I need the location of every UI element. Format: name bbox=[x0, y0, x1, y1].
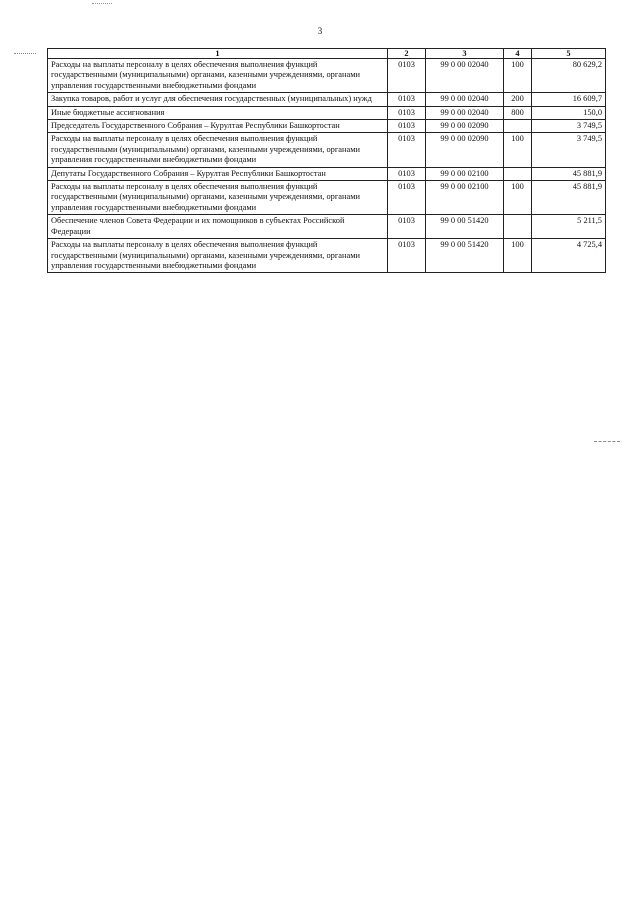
row-name: Расходы на выплаты персоналу в целях обеспечения выполнения функций государственными (муниципальными) органами, казенными учреждениями, органами управления государственными внебюджетными фондами bbox=[48, 181, 388, 215]
row-amount: 3 749,5 bbox=[532, 120, 606, 133]
column-header-section: 2 bbox=[388, 49, 426, 59]
row-section: 0103 bbox=[388, 215, 426, 239]
row-expense-type bbox=[504, 167, 532, 180]
column-header-article: 3 bbox=[426, 49, 504, 59]
row-expense-type: 200 bbox=[504, 93, 532, 106]
table-row bbox=[48, 215, 606, 239]
row-amount: 5 211,5 bbox=[532, 215, 606, 239]
table-row bbox=[48, 133, 606, 167]
row-article: 99 0 00 02040 bbox=[426, 106, 504, 119]
row-section: 0103 bbox=[388, 93, 426, 106]
row-name: Закупка товаров, работ и услуг для обеспечения государственных (муниципальных) нужд bbox=[48, 93, 388, 106]
row-article: 99 0 00 02040 bbox=[426, 59, 504, 93]
row-section: 0103 bbox=[388, 106, 426, 119]
table-header-row bbox=[48, 49, 606, 59]
row-amount: 45 881,9 bbox=[532, 167, 606, 180]
margin-mark bbox=[14, 53, 36, 55]
row-expense-type: 100 bbox=[504, 133, 532, 167]
budget-table bbox=[47, 48, 606, 273]
row-section: 0103 bbox=[388, 120, 426, 133]
column-header-type: 4 bbox=[504, 49, 532, 59]
table-row bbox=[48, 93, 606, 106]
row-article: 99 0 00 51420 bbox=[426, 239, 504, 273]
row-name: Иные бюджетные ассигнования bbox=[48, 106, 388, 119]
scan-artifact bbox=[92, 3, 112, 5]
table-row bbox=[48, 167, 606, 180]
row-article: 99 0 00 02090 bbox=[426, 120, 504, 133]
row-section: 0103 bbox=[388, 181, 426, 215]
row-expense-type: 100 bbox=[504, 59, 532, 93]
row-section: 0103 bbox=[388, 133, 426, 167]
row-article: 99 0 00 02040 bbox=[426, 93, 504, 106]
row-name: Председатель Государственного Собрания – Курултая Республики Башкортостан bbox=[48, 120, 388, 133]
row-section: 0103 bbox=[388, 239, 426, 273]
row-name: Депутаты Государственного Собрания – Курултая Республики Башкортостан bbox=[48, 167, 388, 180]
row-name: Расходы на выплаты персоналу в целях обеспечения выполнения функций государственными (муниципальными) органами, казенными учреждениями, органами управления государственными внебюджетными фондами bbox=[48, 239, 388, 273]
row-amount: 16 609,7 bbox=[532, 93, 606, 106]
table-row bbox=[48, 106, 606, 119]
row-article: 99 0 00 02090 bbox=[426, 133, 504, 167]
page-number: 3 bbox=[317, 26, 323, 36]
row-expense-type bbox=[504, 120, 532, 133]
row-article: 99 0 00 02100 bbox=[426, 181, 504, 215]
column-header-amount: 5 bbox=[532, 49, 606, 59]
row-expense-type: 100 bbox=[504, 239, 532, 273]
row-article: 99 0 00 02100 bbox=[426, 167, 504, 180]
row-amount: 45 881,9 bbox=[532, 181, 606, 215]
row-expense-type: 100 bbox=[504, 181, 532, 215]
row-amount: 80 629,2 bbox=[532, 59, 606, 93]
row-amount: 3 749,5 bbox=[532, 133, 606, 167]
row-article: 99 0 00 51420 bbox=[426, 215, 504, 239]
row-name: Расходы на выплаты персоналу в целях обеспечения выполнения функций государственными (муниципальными) органами, казенными учреждениями, органами управления государственными внебюджетными фондами bbox=[48, 59, 388, 93]
table-row bbox=[48, 181, 606, 215]
row-name: Расходы на выплаты персоналу в целях обеспечения выполнения функций государственными (муниципальными) органами, казенными учреждениями, органами управления государственными внебюджетными фондами bbox=[48, 133, 388, 167]
row-expense-type: 800 bbox=[504, 106, 532, 119]
table-row bbox=[48, 239, 606, 273]
table-row bbox=[48, 59, 606, 93]
margin-mark bbox=[594, 441, 620, 443]
row-amount: 4 725,4 bbox=[532, 239, 606, 273]
table-row bbox=[48, 120, 606, 133]
row-amount: 150,0 bbox=[532, 106, 606, 119]
column-header-name: 1 bbox=[48, 49, 388, 59]
row-name: Обеспечение членов Совета Федерации и их помощников в субъектах Российской Федерации bbox=[48, 215, 388, 239]
row-section: 0103 bbox=[388, 167, 426, 180]
row-section: 0103 bbox=[388, 59, 426, 93]
row-expense-type bbox=[504, 215, 532, 239]
